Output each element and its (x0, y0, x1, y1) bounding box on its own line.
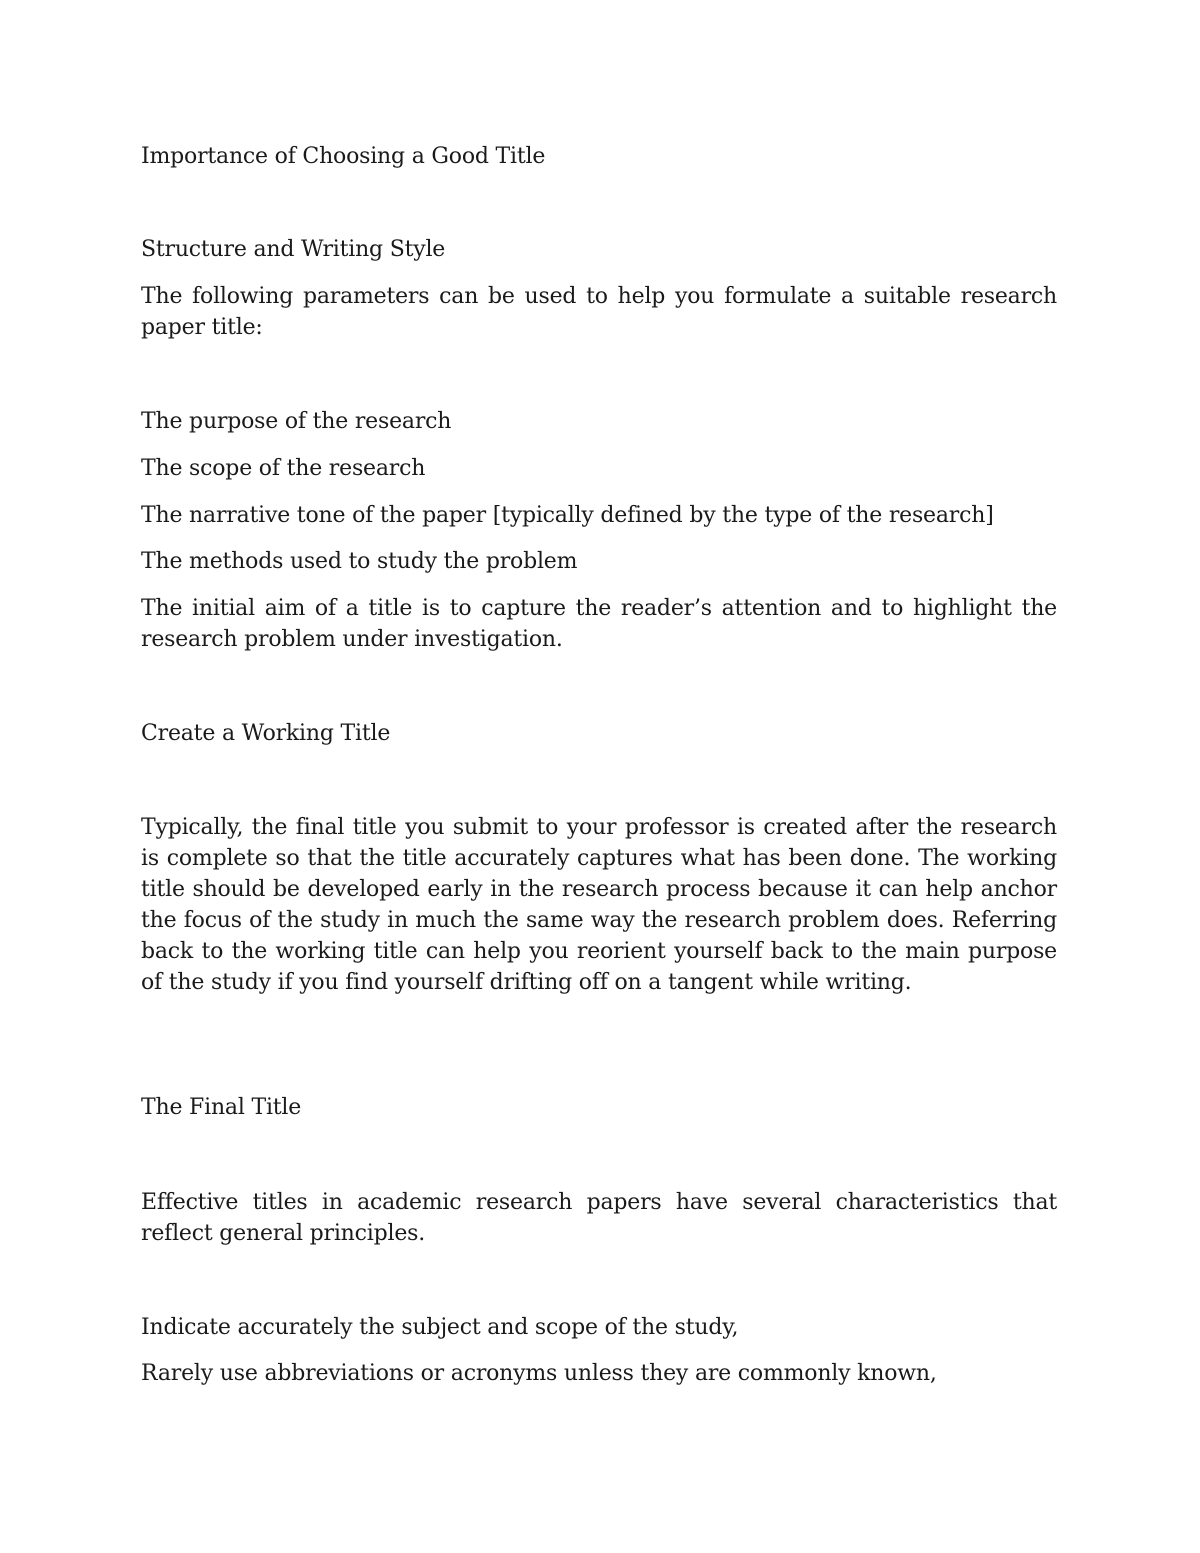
list-item: The scope of the research (141, 456, 426, 481)
heading-final-title: The Final Title (141, 1095, 302, 1120)
paragraph-effective-titles: Effective titles in academic research papers have several characteristics that reflect general principles. (141, 1190, 1057, 1246)
heading-structure: Structure and Writing Style (141, 237, 446, 262)
list-item: The purpose of the research (141, 409, 452, 434)
heading-working-title: Create a Working Title (141, 721, 391, 746)
paragraph-working-title: Typically, the final title you submit to your professor is created after the research is complete so that the title accurately captures what has been done. The working title should be developed early in the research process because it can help anchor the focus of the study in much the same way the research problem does. Referring back to the working title can help you reorient yourself back to the main purpose of the study if you find yourself drifting off on a tangent while writing. (141, 815, 1057, 995)
paragraph-parameters: The following parameters can be used to help you formulate a suitable research paper title: (141, 284, 1057, 340)
heading-importance: Importance of Choosing a Good Title (141, 144, 546, 169)
list-item: The methods used to study the problem (141, 549, 578, 574)
list-item: Indicate accurately the subject and scope of the study, (141, 1315, 739, 1340)
list-item: The narrative tone of the paper [typically defined by the type of the research] (141, 503, 994, 528)
list-item: Rarely use abbreviations or acronyms unless they are commonly known, (141, 1361, 937, 1386)
paragraph-aim: The initial aim of a title is to capture the reader’s attention and to highlight the research problem under investigation. (141, 596, 1057, 652)
